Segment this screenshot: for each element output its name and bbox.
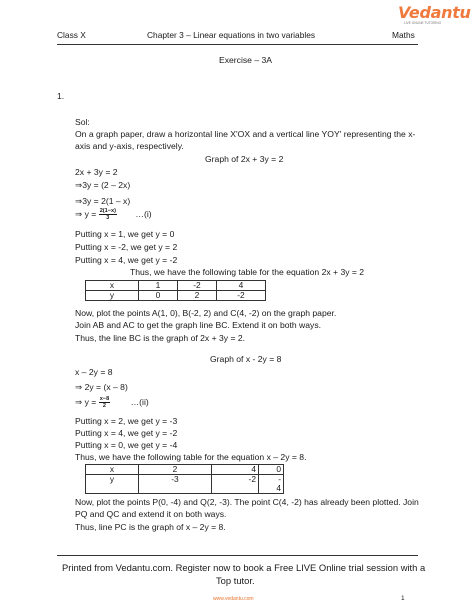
- table-row: [86, 291, 266, 301]
- table-cell: 1: [139, 281, 178, 291]
- table-header-x: x: [86, 465, 139, 475]
- page-number: 1: [401, 595, 405, 602]
- graph2-fraction: [99, 396, 111, 409]
- intro-line-1: On a graph paper, draw a horizontal line X'OX and a vertical line YOY' representing the x-: [75, 129, 416, 139]
- graph1-putting-1: Putting x = 1, we get y = 0: [75, 229, 175, 239]
- graph2-fraction-numerator: x−8: [99, 396, 110, 402]
- graph2-table-caption: Thus, we have the following table for the equation x – 2y = 8.: [75, 452, 307, 462]
- vedantu-logo: [396, 3, 471, 27]
- graph1-equation-tag: …(i): [135, 208, 152, 219]
- class-label: Class X: [57, 30, 86, 40]
- intro-line-2: axis and y-axis, respectively.: [75, 141, 184, 151]
- question-number: 1.: [57, 91, 65, 101]
- graph2-step-2: ⇒ 2y = (x – 8): [75, 382, 128, 392]
- graph1-putting-2: Putting x = -2, we get y = 2: [75, 242, 178, 252]
- table-cell: 4: [212, 465, 259, 475]
- graph1-values-table: [85, 280, 266, 301]
- table-header-y: y: [86, 291, 139, 301]
- table-cell: 2: [178, 291, 217, 301]
- graph2-putting-2: Putting x = 4, we get y = -2: [75, 428, 178, 438]
- graph1-after-1: Now, plot the points A(1, 0), B(-2, 2) and C(4, -2) on the graph paper.: [75, 308, 337, 318]
- table-header-x: x: [86, 281, 139, 291]
- graph2-values-table: [85, 464, 284, 494]
- graph2-putting-1: Putting x = 2, we get y = -3: [75, 416, 178, 426]
- graph1-fraction: [99, 208, 117, 221]
- footer-rule: [57, 555, 418, 556]
- graph1-step-4-prefix: ⇒ y =: [75, 208, 97, 219]
- graph1-fraction-denominator: 3: [106, 215, 110, 221]
- table-cell: -2: [212, 475, 259, 494]
- graph1-step-3: ⇒3y = 2(1 – x): [75, 196, 131, 206]
- logo-wordmark: Vedantu: [398, 3, 471, 22]
- footer-url[interactable]: www.vedantu.com: [213, 596, 254, 602]
- table-row: [86, 475, 284, 494]
- graph2-putting-3: Putting x = 0, we get y = -4: [75, 440, 178, 450]
- chapter-title: Chapter 3 – Linear equations in two variables: [147, 30, 316, 40]
- graph2-after-3: Thus, line PC is the graph of x – 2y = 8.: [75, 522, 226, 532]
- table-cell: -2: [217, 291, 266, 301]
- graph1-putting-3: Putting x = 4, we get y = -2: [75, 255, 178, 265]
- table-cell: -3: [139, 475, 212, 494]
- graph2-equation-tag: …(ii): [130, 396, 149, 407]
- exercise-title: Exercise – 3A: [219, 55, 273, 65]
- sol-label: Sol:: [75, 117, 90, 127]
- footer-line-1: Printed from Vedantu.com. Register now to book a Free LIVE Online trial session with a: [62, 562, 426, 573]
- graph1-title: Graph of 2x + 3y = 2: [205, 154, 284, 164]
- graph1-after-2: Join AB and AC to get the graph line BC. Extend it on both ways.: [75, 320, 322, 330]
- graph2-title: Graph of x - 2y = 8: [210, 354, 282, 364]
- graph1-step-4: [75, 208, 152, 221]
- table-cell-wrapped: [259, 475, 284, 494]
- graph2-step-3: [75, 396, 149, 409]
- graph2-step-3-prefix: ⇒ y =: [75, 396, 97, 407]
- graph1-fraction-numerator: 2(1−x): [99, 208, 117, 214]
- graph2-step-1: x – 2y = 8: [75, 367, 113, 377]
- table-cell: 0: [139, 291, 178, 301]
- graph2-after-2: PQ and QC and extend it on both ways.: [75, 509, 227, 519]
- graph2-fraction-denominator: 2: [102, 403, 106, 409]
- table-cell: 2: [139, 465, 212, 475]
- table-row: [86, 465, 284, 475]
- graph1-step-2: ⇒3y = (2 – 2x): [75, 180, 131, 190]
- table-cell: 0: [259, 465, 284, 475]
- header-rule: [57, 44, 418, 45]
- graph2-after-1: Now, plot the points P(0, -4) and Q(2, -3). The point C(4, -2) has already been plotted. Join: [75, 497, 419, 507]
- graph1-step-1: 2x + 3y = 2: [75, 167, 118, 177]
- table-cell: -2: [178, 281, 217, 291]
- table-row: [86, 281, 266, 291]
- graph1-table-caption: Thus, we have the following table for the equation 2x + 3y = 2: [130, 267, 365, 277]
- logo-tagline: LIVE ONLINE TUTORING: [404, 21, 442, 25]
- table-header-y: y: [86, 475, 139, 494]
- graph1-after-3: Thus, the line BC is the graph of 2x + 3y = 2.: [75, 333, 246, 343]
- table-cell: 4: [217, 281, 266, 291]
- subject-label: Maths: [392, 30, 415, 40]
- footer-line-2: Top tutor.: [216, 575, 255, 586]
- table-cell-line: 4: [276, 483, 281, 493]
- table-cell-line: -: [278, 474, 281, 484]
